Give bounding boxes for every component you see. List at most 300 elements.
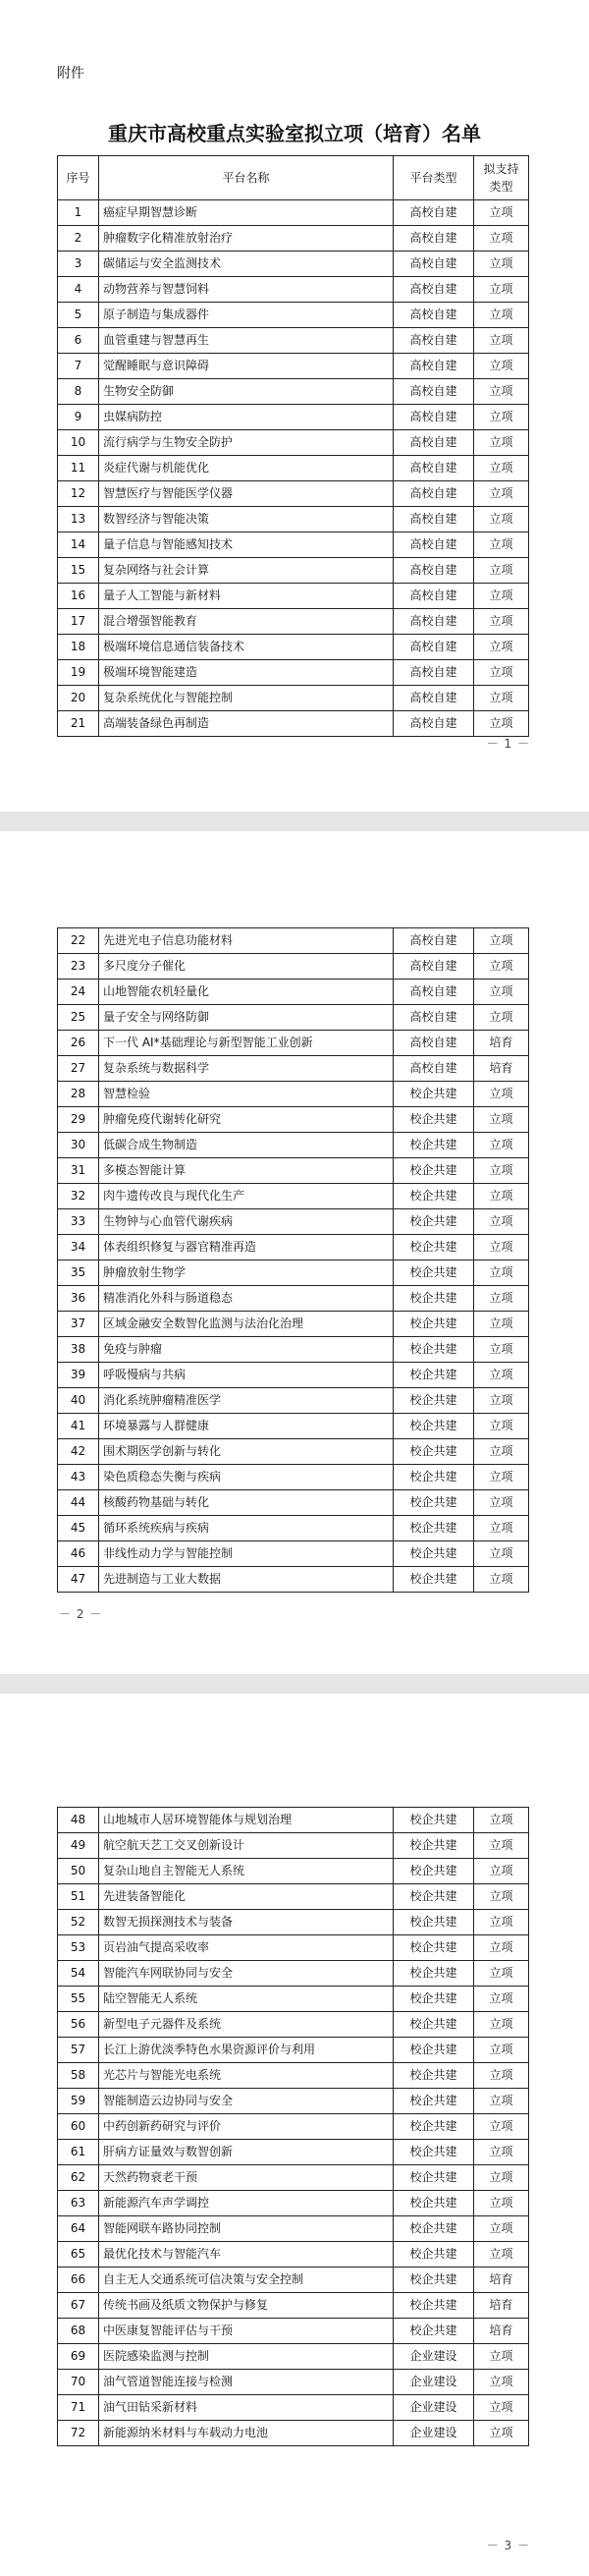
table-row (58, 2319, 529, 2344)
row-serial-number: 37 (58, 1312, 99, 1337)
row-platform-type: 高校自建 (394, 686, 474, 711)
row-serial-number: 12 (58, 481, 99, 507)
table-row (58, 2089, 529, 2114)
table-row (58, 1833, 529, 1859)
row-serial-number: 67 (58, 2293, 99, 2319)
row-platform-type: 校企共建 (394, 1439, 474, 1465)
row-platform-type: 校企共建 (394, 2216, 474, 2242)
row-platform-name: 虫媒病防控 (99, 405, 394, 430)
row-platform-name: 癌症早期智慧诊断 (99, 200, 394, 226)
row-serial-number: 41 (58, 1414, 99, 1439)
row-platform-name: 肿瘤免疫代谢转化研究 (99, 1107, 394, 1133)
row-support-type: 立项 (474, 1260, 529, 1286)
row-serial-number: 4 (58, 277, 99, 303)
row-platform-name: 航空航天艺工交叉创新设计 (99, 1833, 394, 1859)
row-serial-number: 16 (58, 584, 99, 609)
row-platform-name: 非线性动力学与智能控制 (99, 1541, 394, 1567)
row-platform-name: 陆空智能无人系统 (99, 1987, 394, 2012)
row-serial-number: 44 (58, 1490, 99, 1516)
table-row (58, 2370, 529, 2395)
row-platform-type: 校企共建 (394, 2319, 474, 2344)
row-platform-name: 长江上游优淡季特色水果资源评价与利用 (99, 2038, 394, 2063)
row-platform-name: 混合增强智能教育 (99, 609, 394, 635)
table-row (58, 2038, 529, 2063)
row-serial-number: 45 (58, 1516, 99, 1541)
row-support-type: 立项 (474, 2242, 529, 2268)
row-support-type: 立项 (474, 430, 529, 456)
lab-list-table-page-3 (57, 1807, 529, 2446)
row-platform-type: 高校自建 (394, 1005, 474, 1031)
row-serial-number: 49 (58, 1833, 99, 1859)
table-row (58, 2395, 529, 2421)
table-row (58, 1910, 529, 1935)
row-platform-type: 高校自建 (394, 379, 474, 405)
row-serial-number: 8 (58, 379, 99, 405)
row-support-type: 立项 (474, 609, 529, 635)
row-support-type: 立项 (474, 1961, 529, 1987)
row-serial-number: 58 (58, 2063, 99, 2089)
row-support-type: 立项 (474, 1465, 529, 1490)
row-support-type: 立项 (474, 1158, 529, 1184)
table-row (58, 686, 529, 711)
row-platform-type: 校企共建 (394, 1209, 474, 1235)
table-row (58, 507, 529, 532)
row-platform-name: 天然药物衰老干预 (99, 2165, 394, 2191)
table-header-row (58, 156, 529, 200)
row-platform-type: 校企共建 (394, 2165, 474, 2191)
row-platform-name: 新能源汽车声学调控 (99, 2191, 394, 2216)
row-support-type: 立项 (474, 928, 529, 954)
row-support-type: 培育 (474, 2293, 529, 2319)
row-platform-type: 校企共建 (394, 1184, 474, 1209)
table-row (58, 379, 529, 405)
row-platform-type: 高校自建 (394, 405, 474, 430)
table-row (58, 2191, 529, 2216)
row-serial-number: 53 (58, 1935, 99, 1961)
row-platform-name: 智能制造云边协同与安全 (99, 2089, 394, 2114)
row-platform-type: 高校自建 (394, 354, 474, 379)
row-serial-number: 70 (58, 2370, 99, 2395)
row-platform-name: 流行病学与生物安全防护 (99, 430, 394, 456)
row-platform-type: 校企共建 (394, 1363, 474, 1388)
row-support-type: 立项 (474, 481, 529, 507)
row-platform-name: 循环系统疾病与疾病 (99, 1516, 394, 1541)
row-support-type: 立项 (474, 2140, 529, 2165)
row-support-type: 立项 (474, 1516, 529, 1541)
row-platform-type: 高校自建 (394, 711, 474, 737)
row-platform-name: 数智经济与智能决策 (99, 507, 394, 532)
table-row (58, 405, 529, 430)
table-row (58, 252, 529, 277)
row-support-type: 立项 (474, 200, 529, 226)
row-serial-number: 43 (58, 1465, 99, 1490)
row-serial-number: 10 (58, 430, 99, 456)
table-row (58, 1987, 529, 2012)
row-serial-number: 34 (58, 1235, 99, 1260)
row-serial-number: 19 (58, 660, 99, 686)
row-platform-type: 高校自建 (394, 1056, 474, 1082)
table-row (58, 1490, 529, 1516)
row-platform-type: 高校自建 (394, 200, 474, 226)
row-platform-name: 炎症代谢与机能优化 (99, 456, 394, 481)
row-serial-number: 60 (58, 2114, 99, 2140)
table-row (58, 1884, 529, 1910)
row-platform-name: 自主无人交通系统可信决策与安全控制 (99, 2268, 394, 2293)
row-support-type: 立项 (474, 2395, 529, 2421)
row-platform-type: 校企共建 (394, 1082, 474, 1107)
table-row (58, 1235, 529, 1260)
row-platform-name: 免疫与肿瘤 (99, 1337, 394, 1363)
row-platform-name: 医院感染监测与控制 (99, 2344, 394, 2370)
row-platform-type: 企业建设 (394, 2370, 474, 2395)
row-platform-type: 校企共建 (394, 1133, 474, 1158)
row-serial-number: 7 (58, 354, 99, 379)
table-row (58, 456, 529, 481)
row-platform-type: 校企共建 (394, 1884, 474, 1910)
header-support-type: 拟支持类型 (474, 156, 529, 200)
table-row (58, 2268, 529, 2293)
row-serial-number: 56 (58, 2012, 99, 2038)
row-platform-name: 复杂网络与社会计算 (99, 558, 394, 584)
table-row (58, 1031, 529, 1056)
header-platform-name: 平台名称 (99, 156, 394, 200)
row-serial-number: 62 (58, 2165, 99, 2191)
row-platform-type: 校企共建 (394, 1541, 474, 1567)
row-support-type: 立项 (474, 2089, 529, 2114)
row-serial-number: 52 (58, 1910, 99, 1935)
row-support-type: 立项 (474, 558, 529, 584)
table-row (58, 660, 529, 686)
table-row (58, 980, 529, 1005)
row-platform-type: 高校自建 (394, 481, 474, 507)
row-serial-number: 11 (58, 456, 99, 481)
row-support-type: 立项 (474, 2370, 529, 2395)
row-platform-name: 先进装备智能化 (99, 1884, 394, 1910)
row-platform-name: 油气田钻采新材料 (99, 2395, 394, 2421)
row-serial-number: 54 (58, 1961, 99, 1987)
row-platform-type: 校企共建 (394, 2242, 474, 2268)
row-serial-number: 6 (58, 328, 99, 354)
row-platform-name: 量子安全与网络防御 (99, 1005, 394, 1031)
row-serial-number: 71 (58, 2395, 99, 2421)
row-support-type: 立项 (474, 405, 529, 430)
row-platform-name: 碳储运与安全监测技术 (99, 252, 394, 277)
row-platform-name: 多模态智能计算 (99, 1158, 394, 1184)
table-row (58, 2165, 529, 2191)
row-platform-name: 复杂系统优化与智能控制 (99, 686, 394, 711)
row-platform-name: 多尺度分子催化 (99, 954, 394, 980)
row-platform-type: 高校自建 (394, 226, 474, 252)
row-platform-name: 呼吸慢病与共病 (99, 1363, 394, 1388)
row-support-type: 立项 (474, 1859, 529, 1884)
row-platform-type: 高校自建 (394, 558, 474, 584)
row-platform-name: 山地城市人居环境智能体与规划治理 (99, 1808, 394, 1833)
row-platform-type: 高校自建 (394, 584, 474, 609)
row-platform-name: 觉醒睡眠与意识障碍 (99, 354, 394, 379)
row-platform-type: 高校自建 (394, 928, 474, 954)
document-title: 重庆市高校重点实验室拟立项（培育）名单 (108, 122, 481, 145)
row-support-type: 立项 (474, 1312, 529, 1337)
table-row (58, 2063, 529, 2089)
table-row (58, 1388, 529, 1414)
row-platform-type: 高校自建 (394, 328, 474, 354)
row-platform-name: 高端装备绿色再制造 (99, 711, 394, 737)
row-platform-type: 校企共建 (394, 1987, 474, 2012)
row-platform-type: 校企共建 (394, 1910, 474, 1935)
row-platform-name: 动物营养与智慧饲料 (99, 277, 394, 303)
row-platform-name: 下一代 AI*基础理论与新型智能工业创新 (99, 1031, 394, 1056)
row-platform-type: 校企共建 (394, 1158, 474, 1184)
row-platform-name: 体表组织修复与器官精准再造 (99, 1235, 394, 1260)
row-support-type: 立项 (474, 1005, 529, 1031)
table-row (58, 635, 529, 660)
table-row (58, 328, 529, 354)
row-platform-name: 新型电子元器件及系统 (99, 2012, 394, 2038)
row-serial-number: 47 (58, 1567, 99, 1593)
row-platform-name: 油气管道智能连接与检测 (99, 2370, 394, 2395)
table-row (58, 1260, 529, 1286)
row-platform-name: 围术期医学创新与转化 (99, 1439, 394, 1465)
row-serial-number: 15 (58, 558, 99, 584)
attachment-label: 附件 (57, 66, 84, 82)
table-row (58, 277, 529, 303)
row-platform-name: 区域金融安全数智化监测与法治化治理 (99, 1312, 394, 1337)
row-platform-type: 校企共建 (394, 1516, 474, 1541)
row-platform-type: 校企共建 (394, 2089, 474, 2114)
row-platform-name: 环境暴露与人群健康 (99, 1414, 394, 1439)
table-row (58, 2421, 529, 2446)
row-serial-number: 72 (58, 2421, 99, 2446)
row-platform-name: 生物安全防御 (99, 379, 394, 405)
row-platform-name: 肝病方证量效与数智创新 (99, 2140, 394, 2165)
table-row (58, 532, 529, 558)
row-platform-name: 血管重建与智慧再生 (99, 328, 394, 354)
table-row (58, 1082, 529, 1107)
row-serial-number: 69 (58, 2344, 99, 2370)
row-support-type: 立项 (474, 1082, 529, 1107)
row-platform-name: 山地智能农机轻量化 (99, 980, 394, 1005)
row-platform-type: 校企共建 (394, 1490, 474, 1516)
table-row (58, 2242, 529, 2268)
row-serial-number: 42 (58, 1439, 99, 1465)
row-platform-type: 高校自建 (394, 303, 474, 328)
row-serial-number: 3 (58, 252, 99, 277)
row-serial-number: 38 (58, 1337, 99, 1363)
row-serial-number: 28 (58, 1082, 99, 1107)
row-serial-number: 35 (58, 1260, 99, 1286)
row-platform-type: 高校自建 (394, 252, 474, 277)
table-body-page-3 (58, 1808, 529, 2446)
row-platform-name: 页岩油气提高采收率 (99, 1935, 394, 1961)
row-support-type: 培育 (474, 2319, 529, 2344)
row-platform-type: 高校自建 (394, 635, 474, 660)
row-support-type: 立项 (474, 1184, 529, 1209)
row-platform-type: 校企共建 (394, 1808, 474, 1833)
row-serial-number: 17 (58, 609, 99, 635)
row-platform-type: 校企共建 (394, 2293, 474, 2319)
row-support-type: 立项 (474, 1107, 529, 1133)
row-platform-name: 染色质稳态失衡与疾病 (99, 1465, 394, 1490)
row-platform-type: 高校自建 (394, 507, 474, 532)
page-number-2: － 2 － (59, 1607, 103, 1621)
row-support-type: 立项 (474, 456, 529, 481)
row-platform-name: 精准消化外科与肠道稳态 (99, 1286, 394, 1312)
lab-list-table-page-1 (57, 155, 529, 737)
row-platform-type: 高校自建 (394, 980, 474, 1005)
row-platform-name: 量子信息与智能感知技术 (99, 532, 394, 558)
table-row (58, 1312, 529, 1337)
page-number-3: － 3 － (486, 2539, 530, 2552)
row-support-type: 立项 (474, 226, 529, 252)
row-support-type: 立项 (474, 2038, 529, 2063)
row-platform-name: 复杂山地自主智能无人系统 (99, 1859, 394, 1884)
row-platform-type: 高校自建 (394, 1031, 474, 1056)
table-row (58, 1808, 529, 1833)
row-platform-type: 校企共建 (394, 1286, 474, 1312)
row-platform-name: 低碳合成生物制造 (99, 1133, 394, 1158)
row-support-type: 培育 (474, 1031, 529, 1056)
row-serial-number: 50 (58, 1859, 99, 1884)
row-platform-type: 高校自建 (394, 954, 474, 980)
row-support-type: 立项 (474, 954, 529, 980)
row-platform-name: 智能汽车网联协同与安全 (99, 1961, 394, 1987)
document-page-2 (0, 831, 589, 1674)
table-row (58, 1133, 529, 1158)
table-row (58, 1184, 529, 1209)
table-row (58, 481, 529, 507)
table-row (58, 609, 529, 635)
row-platform-type: 企业建设 (394, 2344, 474, 2370)
row-support-type: 立项 (474, 1490, 529, 1516)
row-support-type: 立项 (474, 1935, 529, 1961)
row-platform-type: 校企共建 (394, 1567, 474, 1593)
row-platform-name: 智慧检验 (99, 1082, 394, 1107)
row-serial-number: 24 (58, 980, 99, 1005)
row-support-type: 立项 (474, 1884, 529, 1910)
table-row (58, 584, 529, 609)
row-support-type: 立项 (474, 660, 529, 686)
row-support-type: 立项 (474, 1414, 529, 1439)
row-platform-type: 校企共建 (394, 1859, 474, 1884)
table-body-page-2 (58, 928, 529, 1593)
row-serial-number: 63 (58, 2191, 99, 2216)
row-serial-number: 55 (58, 1987, 99, 2012)
row-serial-number: 46 (58, 1541, 99, 1567)
table-row (58, 1158, 529, 1184)
table-row (58, 1465, 529, 1490)
table-row (58, 430, 529, 456)
row-platform-name: 智能网联车路协同控制 (99, 2216, 394, 2242)
row-platform-type: 高校自建 (394, 609, 474, 635)
row-platform-name: 数智无损探测技术与装备 (99, 1910, 394, 1935)
table-row (58, 954, 529, 980)
row-platform-name: 量子人工智能与新材料 (99, 584, 394, 609)
row-serial-number: 68 (58, 2319, 99, 2344)
row-platform-type: 企业建设 (394, 2395, 474, 2421)
row-serial-number: 64 (58, 2216, 99, 2242)
row-serial-number: 31 (58, 1158, 99, 1184)
row-support-type: 立项 (474, 2114, 529, 2140)
row-platform-type: 校企共建 (394, 1388, 474, 1414)
row-serial-number: 51 (58, 1884, 99, 1910)
row-support-type: 立项 (474, 2216, 529, 2242)
table-row (58, 200, 529, 226)
row-support-type: 立项 (474, 532, 529, 558)
row-support-type: 立项 (474, 1209, 529, 1235)
row-platform-type: 校企共建 (394, 1312, 474, 1337)
table-row (58, 303, 529, 328)
row-support-type: 立项 (474, 1808, 529, 1833)
row-support-type: 立项 (474, 1541, 529, 1567)
row-support-type: 立项 (474, 1910, 529, 1935)
table-row (58, 2140, 529, 2165)
row-support-type: 立项 (474, 711, 529, 737)
table-row (58, 2114, 529, 2140)
row-support-type: 立项 (474, 2165, 529, 2191)
row-platform-type: 校企共建 (394, 1235, 474, 1260)
row-platform-type: 高校自建 (394, 456, 474, 481)
row-platform-name: 先进制造与工业大数据 (99, 1567, 394, 1593)
row-support-type: 立项 (474, 1388, 529, 1414)
row-platform-name: 新能源纳米材料与车载动力电池 (99, 2421, 394, 2446)
row-support-type: 立项 (474, 379, 529, 405)
table-row (58, 1961, 529, 1987)
row-platform-name: 光芯片与智能光电系统 (99, 2063, 394, 2089)
row-serial-number: 66 (58, 2268, 99, 2293)
table-row (58, 1056, 529, 1082)
row-serial-number: 20 (58, 686, 99, 711)
row-platform-name: 原子制造与集成器件 (99, 303, 394, 328)
row-platform-name: 传统书画及纸质文物保护与修复 (99, 2293, 394, 2319)
table-row (58, 2216, 529, 2242)
row-support-type: 立项 (474, 1235, 529, 1260)
row-platform-type: 高校自建 (394, 430, 474, 456)
row-support-type: 立项 (474, 686, 529, 711)
row-serial-number: 1 (58, 200, 99, 226)
row-platform-type: 校企共建 (394, 1833, 474, 1859)
row-support-type: 立项 (474, 1567, 529, 1593)
row-support-type: 立项 (474, 303, 529, 328)
document-page-3 (0, 1694, 589, 2576)
row-platform-type: 校企共建 (394, 2038, 474, 2063)
row-serial-number: 61 (58, 2140, 99, 2165)
row-serial-number: 33 (58, 1209, 99, 1235)
row-platform-type: 校企共建 (394, 1961, 474, 1987)
row-platform-type: 校企共建 (394, 2012, 474, 2038)
row-support-type: 培育 (474, 2268, 529, 2293)
row-serial-number: 23 (58, 954, 99, 980)
row-platform-name: 核酸药物基础与转化 (99, 1490, 394, 1516)
row-support-type: 立项 (474, 328, 529, 354)
row-platform-type: 校企共建 (394, 1337, 474, 1363)
row-platform-name: 肉牛遗传改良与现代化生产 (99, 1184, 394, 1209)
table-row (58, 226, 529, 252)
table-row (58, 1363, 529, 1388)
row-platform-name: 消化系统肿瘤精准医学 (99, 1388, 394, 1414)
row-platform-name: 生物钟与心血管代谢疾病 (99, 1209, 394, 1235)
row-serial-number: 13 (58, 507, 99, 532)
row-serial-number: 27 (58, 1056, 99, 1082)
row-support-type: 立项 (474, 980, 529, 1005)
document-page-1 (0, 0, 589, 812)
row-platform-name: 中药创新药研究与评价 (99, 2114, 394, 2140)
row-support-type: 立项 (474, 1337, 529, 1363)
table-row (58, 1414, 529, 1439)
row-platform-name: 先进光电子信息功能材料 (99, 928, 394, 954)
row-serial-number: 2 (58, 226, 99, 252)
header-platform-type: 平台类型 (394, 156, 474, 200)
table-row (58, 1541, 529, 1567)
